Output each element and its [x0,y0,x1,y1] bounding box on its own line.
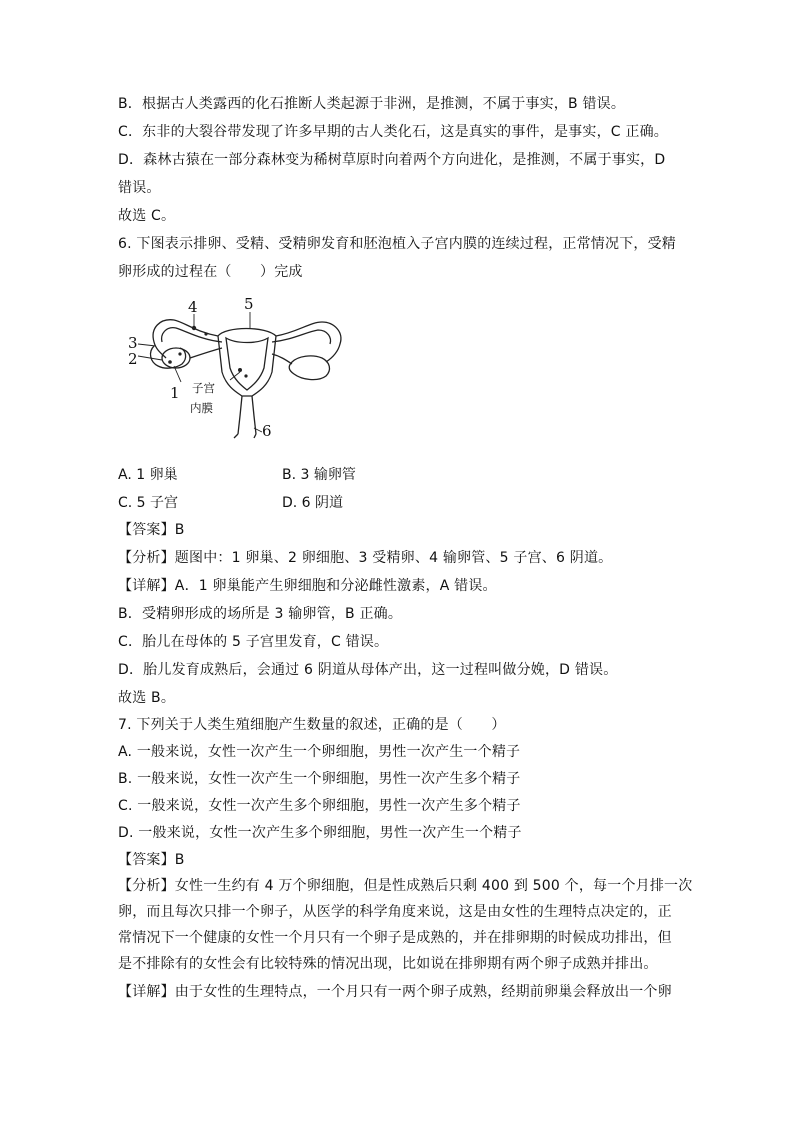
option-d: D. 一般来说，女性一次产生多个卵细胞，男性一次产生一个精子 [118,825,522,841]
question-7-stem: 7. 下列关于人类生殖细胞产生数量的叙述，正确的是（ ） [118,717,506,733]
answer-line: 【答案】B [118,522,185,538]
label-4: 4 [188,298,198,316]
text-line: 故选 C。 [118,208,176,224]
egg-dot [192,326,196,330]
option-c: C. 5 子宫 [118,495,179,511]
option-c: C. 一般来说，女性一次产生多个卵细胞，男性一次产生多个精子 [118,798,521,814]
text-line: D．森林古猿在一部分森林变为稀树草原时向着两个方向进化，是推测，不属于事实，D [118,152,666,168]
analysis-line: 【分析】女性一生约有 4 万个卵细胞，但是性成熟后只剩 400 到 500 个，每一个月排一次 [118,878,693,894]
label-1: 1 [170,384,180,402]
text-line: 常情况下一个健康的女性一个月只有一个卵子是成熟的，并在排卵期的时候成功排出，但 [118,930,672,946]
text-line: 卵，而且每次只排一个卵子，从医学的科学角度来说，这是由女性的生理特点决定的，正 [118,904,672,920]
label-neimo: 内膜 [190,401,213,415]
option-b: B. 一般来说，女性一次产生一个卵细胞，男性一次产生多个精子 [118,771,521,787]
analysis-line: 【分析】题图中：1 卵巢、2 卵细胞、3 受精卵、4 输卵管、5 子宫、6 阴道。 [118,550,613,566]
question-6-stem-cont: 卵形成的过程在（ ）完成 [118,264,303,280]
label-3: 3 [128,334,138,352]
uterus-diagram [126,292,366,442]
option-a: A. 一般来说，女性一次产生一个卵细胞，男性一次产生一个精子 [118,744,521,760]
text-line: B．根据古人类露西的化石推断人类起源于非洲，是推测，不属于事实，B 错误。 [118,96,626,112]
option-a: A. 1 卵巢 [118,467,178,483]
text-line: C．东非的大裂谷带发现了许多早期的古人类化石，这是真实的事件，是事实，C 正确。 [118,124,668,140]
text-line: 错误。 [118,180,161,196]
option-b: B. 3 输卵管 [282,467,356,483]
option-d: D. 6 阴道 [282,495,344,511]
label-2: 2 [128,350,138,368]
label-6: 6 [262,422,272,440]
detail-line: 【详解】A．1 卵巢能产生卵细胞和分泌雌性激素，A 错误。 [118,578,497,594]
text-line: 故选 B。 [118,690,176,706]
text-line: D．胎儿发育成熟后，会通过 6 阴道从母体产出，这一过程叫做分娩，D 错误。 [118,662,618,678]
label-5: 5 [244,295,254,313]
text-line: C．胎儿在母体的 5 子宫里发育，C 错误。 [118,634,389,650]
detail-line: 【详解】由于女性的生理特点，一个月只有一两个卵子成熟，经期前卵巢会释放出一个卵 [118,984,672,1000]
text-line: 是不排除有的女性会有比较特殊的情况出现，比如说在排卵期有两个卵子成熟并排出。 [118,956,658,972]
question-6-stem: 6. 下图表示排卵、受精、受精卵发育和胚泡植入子宫内膜的连续过程，正常情况下，受精 [118,236,677,252]
text-line: B．受精卵形成的场所是 3 输卵管，B 正确。 [118,606,403,622]
answer-line: 【答案】B [118,852,185,868]
reproductive-system-figure [126,292,366,442]
label-zigong: 子宫 [192,381,215,395]
